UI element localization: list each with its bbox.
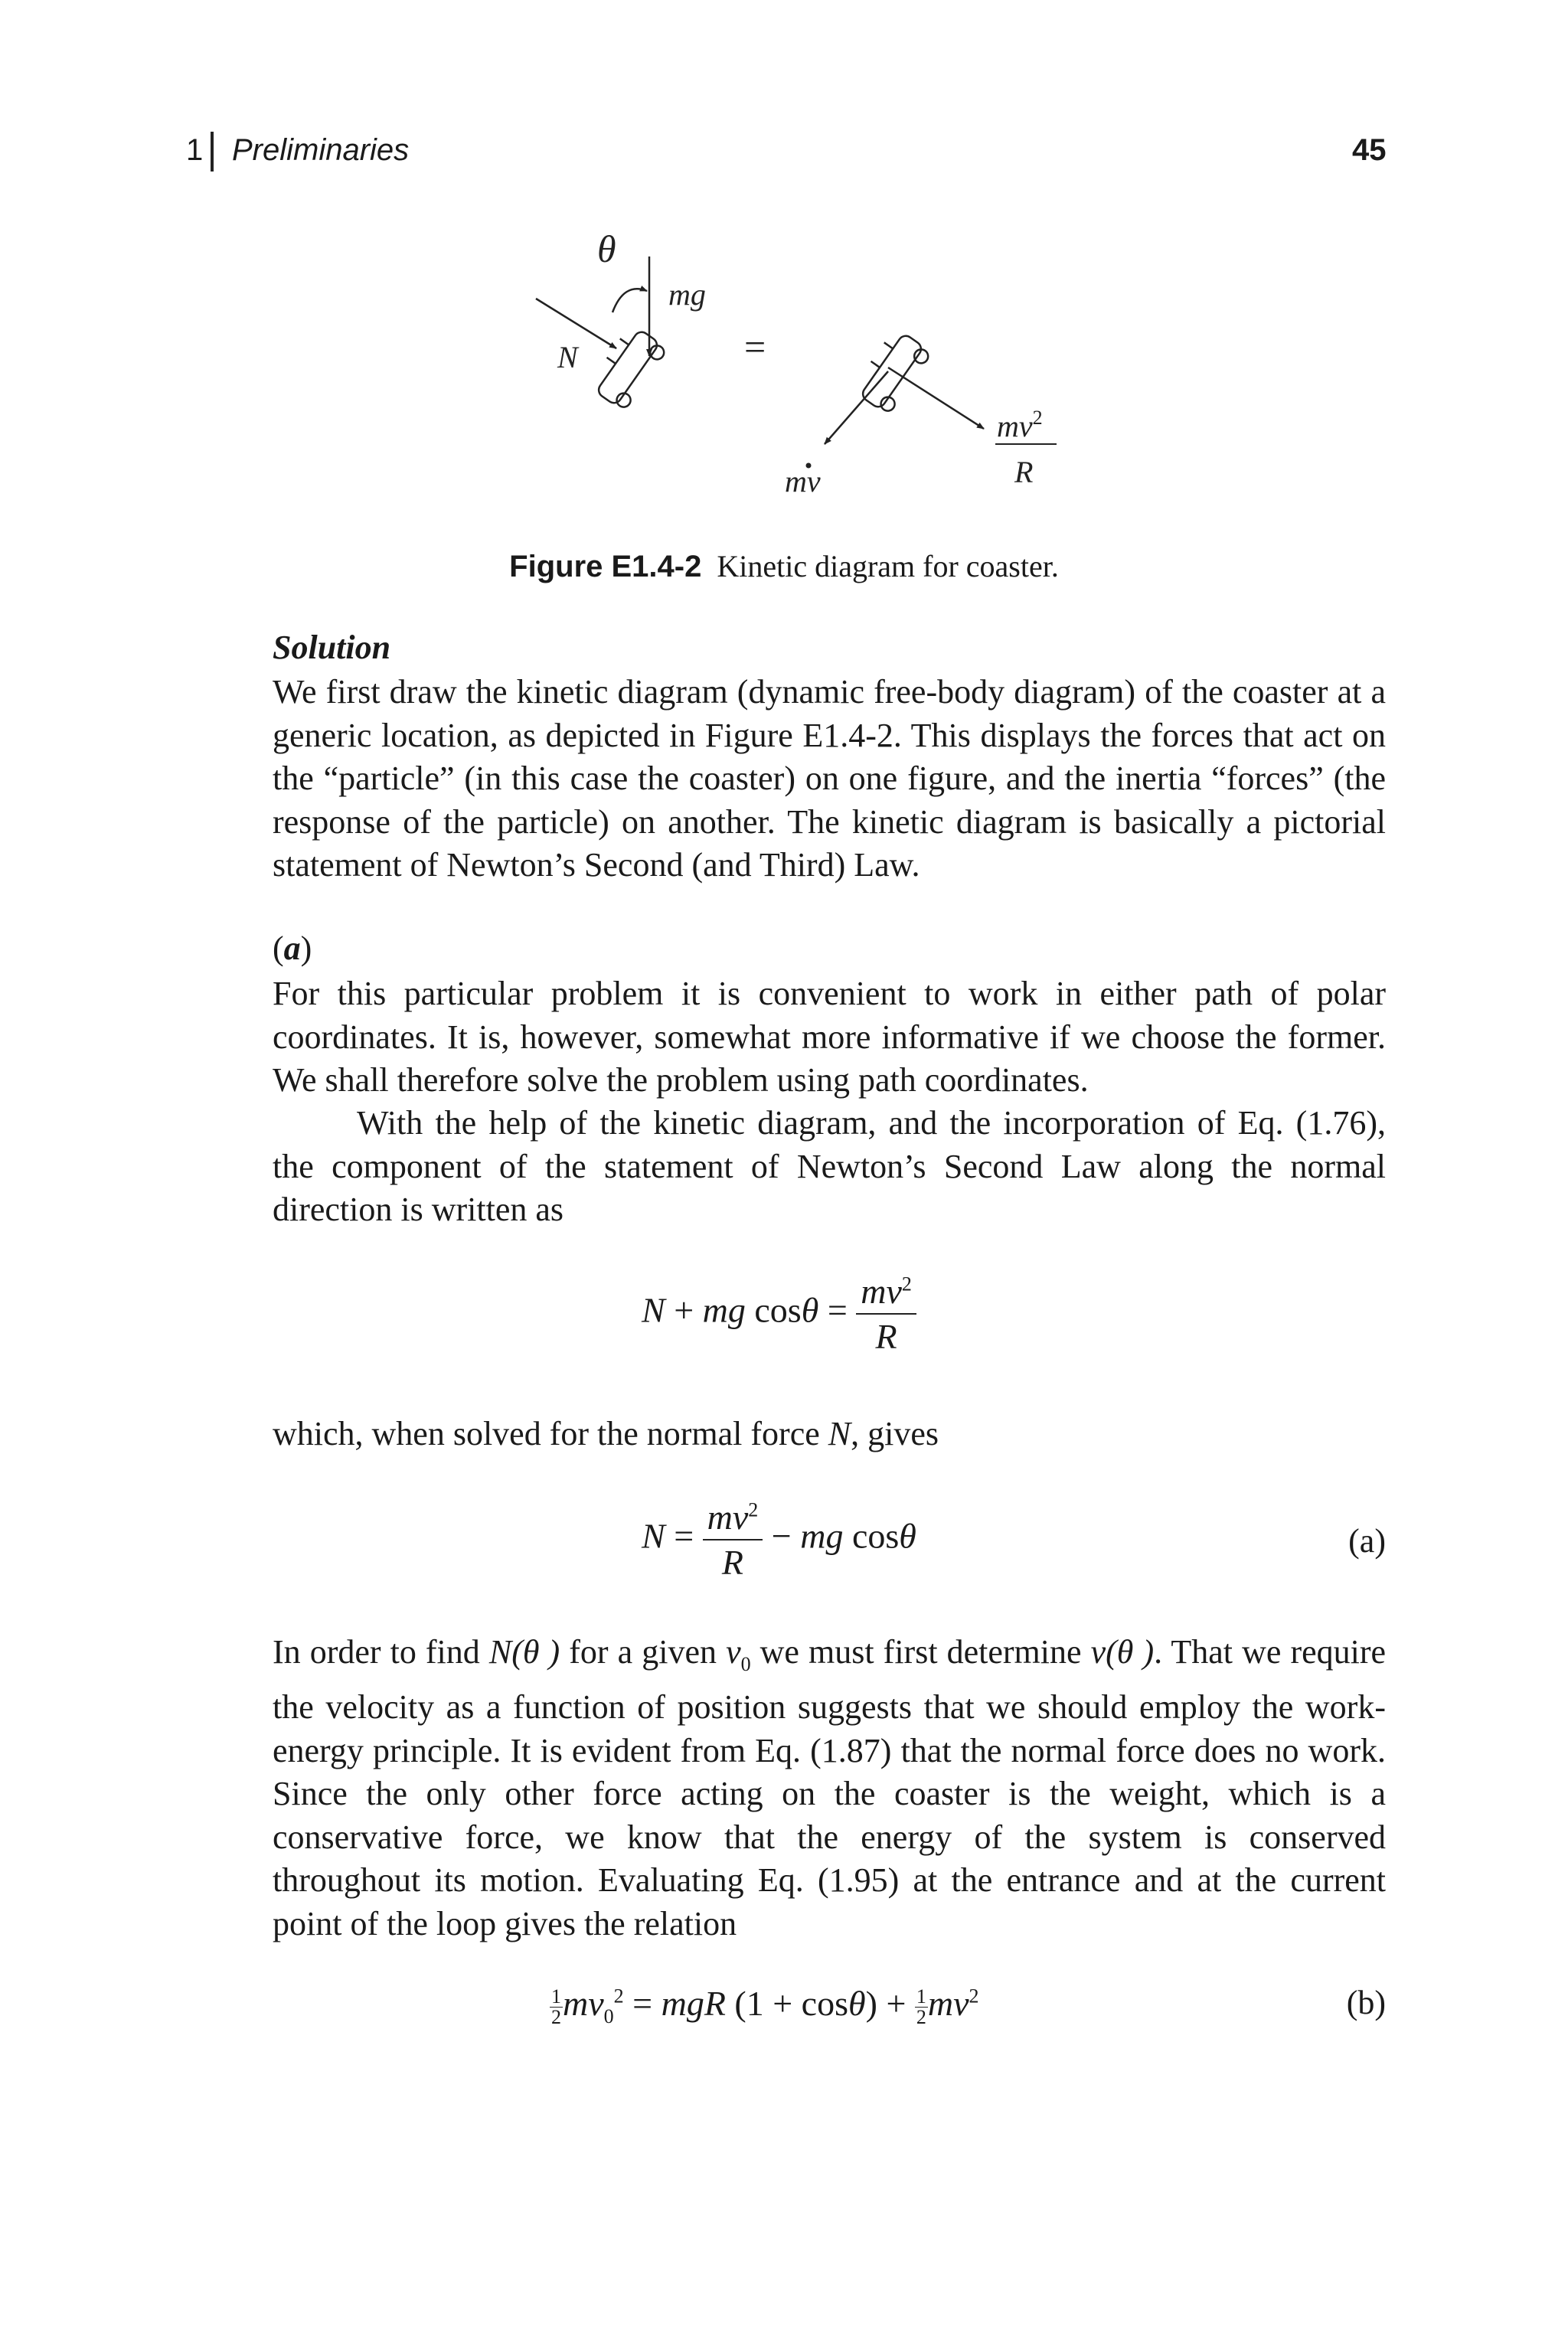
- equation-b: $\frac{1}{2}$ $mv_0^2$ = mgR (1 + cosθ) + $\frac{1}{2}$ $mv^2$: [551, 1984, 979, 2028]
- theta-arc: [612, 289, 647, 312]
- equation-a: N = $\frac{mv^2}{R}$ − mg cosθ: [642, 1498, 916, 1582]
- kinetic-diagram: [521, 222, 1102, 528]
- inertia-side: [806, 327, 1057, 469]
- page-number: 45: [1352, 133, 1387, 167]
- theta-label: θ: [597, 227, 616, 270]
- chapter-number: 1: [186, 133, 204, 167]
- equation-b-number: (b): [1346, 1984, 1386, 2021]
- equation-newton-normal: N + mg cosθ = $\frac{mv^2}{R}$: [642, 1271, 916, 1357]
- solution-paragraph: We first draw the kinetic diagram (dynamic free-body diagram) of the coaster at a generic location, as depicted in Figure E1.4-2. This displays the forces that act on the “particle” (in this case the coaster) on one figure, and the inertia “forces” (the response of the particle) on another. The kinetic diagram is basically a pictorial statement of Newton’s Second (and Third) Law.: [273, 673, 1386, 884]
- header-divider: [211, 132, 214, 172]
- coaster-car-right: [851, 327, 933, 416]
- mvdot-label: mv: [785, 464, 821, 498]
- figure-caption-label: Figure E1.4-2: [509, 550, 702, 583]
- equation-a-number: (a): [1348, 1522, 1386, 1560]
- part-a-paragraph-1: For this particular problem it is convenient to work in either path of polar coordinates. It is, however, somewhat more informative if we choose the former. We shall therefore solve the problem using path coordinates.: [273, 975, 1386, 1099]
- N-label: N: [557, 340, 578, 374]
- figure-caption-text: Kinetic diagram for coaster.: [717, 549, 1059, 583]
- equals-sign: =: [744, 325, 766, 368]
- R-denominator: R: [1014, 455, 1034, 489]
- tangential-arrow: [825, 371, 888, 444]
- free-body-side: [536, 256, 668, 412]
- chapter-title: Preliminaries: [232, 133, 410, 167]
- coaster-car-left: [587, 323, 668, 412]
- part-a-paragraph-2: With the help of the kinetic diagram, and the incorporation of Eq. (1.76), the component of the statement of Newton’s Second Law along the normal direction is written as: [273, 1104, 1386, 1228]
- figure-caption: [0, 548, 1568, 584]
- solution-heading: Solution: [273, 629, 391, 666]
- mv2-numerator: $mv^2$: [997, 407, 1043, 443]
- normal-force-sentence: which, when solved for the normal force N, gives: [273, 1415, 939, 1452]
- centripetal-arrow: [888, 368, 984, 429]
- work-energy-paragraph: In order to find N(θ ) for a given $v_0$ we must first determine v(θ ). That we require the velocity as a function of position suggests that we should employ the work-energy principle. It is evident from Eq. (1.87) that the normal force does no work. Since the only other force acting on the coaster is the weight, which is a conservative force, we know that the energy of the system is conserved throughout its motion. Evaluating Eq. (1.95) at the entrance and at the current point of the loop gives the relation: [273, 1633, 1387, 1942]
- part-a-label: (a): [273, 929, 312, 967]
- mg-label: mg: [668, 277, 706, 312]
